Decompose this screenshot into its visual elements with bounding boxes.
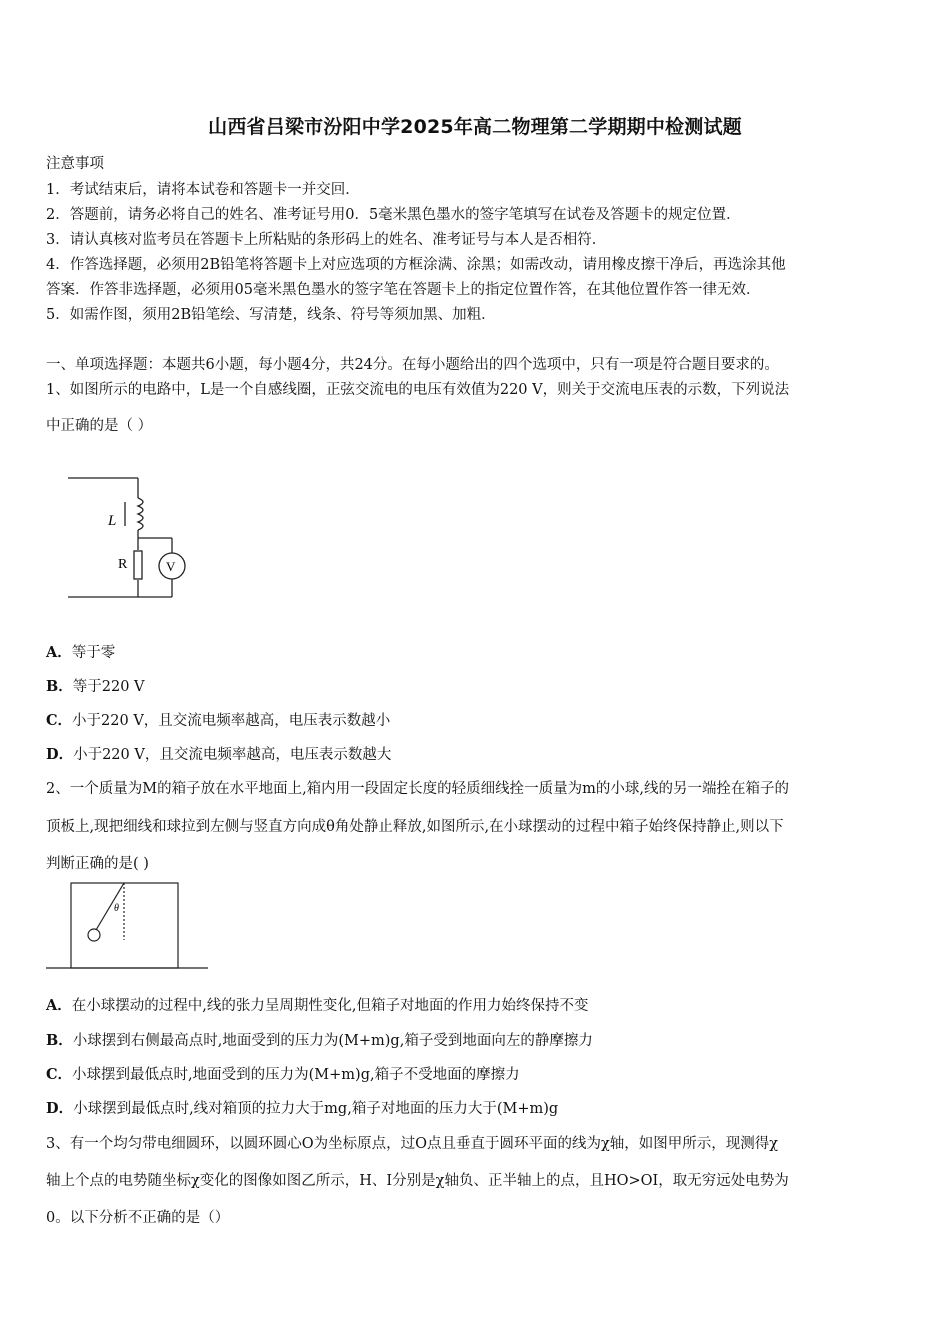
q2-option-b: B．小球摆到右侧最高点时,地面受到的压力为(M+m)g,箱子受到地面向左的静摩擦力: [46, 1032, 593, 1049]
notice-item-3: 3．请认真核对监考员在答题卡上所粘贴的条形码上的姓名、准考证号与本人是否相符．: [46, 232, 607, 248]
page-title: 山西省吕梁市汾阳中学2025年高二物理第二学期期中检测试题: [208, 116, 742, 138]
notice-item-4: 4．作答选择题，必须用2B铅笔将答题卡上对应选项的方框涂满、涂黑；如需改动，请用橡皮擦干净后，再选涂其他: [46, 257, 786, 273]
notice-heading: 注意事项: [46, 156, 104, 172]
notice-item-4-cont: 答案．作答非选择题，必须用05毫米黑色墨水的签字笔在答题卡上的指定位置作答，在其他位置作答一律无效．: [46, 282, 761, 298]
q1-option-b: B．等于220 V: [46, 678, 145, 695]
q2-stem-line1: 2、一个质量为M的箱子放在水平地面上,箱内用一段固定长度的轻质细线拴一质量为m的小球,线的另一端拴在箱子的: [46, 781, 790, 797]
q1-option-d: D．小于220 V，且交流电频率越高，电压表示数越大: [46, 746, 392, 763]
resistor-label: R: [118, 557, 128, 572]
q2-stem-line2: 顶板上,现把细线和球拉到左侧与竖直方向成θ角处静止释放,如图所示,在小球摆动的过程中箱子始终保持静止,则以下: [46, 819, 784, 835]
q1-circuit-figure: [60, 470, 200, 605]
voltmeter-label: V: [166, 559, 176, 574]
q2-option-a: A．在小球摆动的过程中,线的张力呈周期性变化,但箱子对地面的作用力始终保持不变: [46, 997, 589, 1014]
inductor-label: L: [108, 513, 117, 529]
q3-stem-line1: 3、有一个均匀带电细圆环，以圆环圆心O为坐标原点，过O点且垂直于圆环平面的线为χ轴，如图甲所示，现测得χ: [46, 1136, 779, 1152]
q2-box-figure: [44, 880, 212, 972]
notice-item-5: 5．如需作图，须用2B铅笔绘、写清楚，线条、符号等须加黑、加粗．: [46, 307, 496, 323]
section-heading: 一、单项选择题：本题共6小题，每小题4分，共24分。在每小题给出的四个选项中，只有一项是符合题目要求的。: [46, 357, 779, 373]
notice-item-2: 2．答题前，请务必将自己的姓名、准考证号用0．5毫米黑色墨水的签字笔填写在试卷及答题卡的规定位置．: [46, 207, 741, 223]
q3-stem-line2: 轴上个点的电势随坐标χ变化的图像如图乙所示，H、I分别是χ轴负、正半轴上的点，且HO>OI，取无穷远处电势为: [46, 1173, 789, 1189]
theta-label: θ: [114, 903, 119, 914]
q2-option-d: D．小球摆到最低点时,线对箱顶的拉力大于mg,箱子对地面的压力大于(M+m)g: [46, 1100, 559, 1117]
notice-item-1: 1．考试结束后，请将本试卷和答题卡一并交回．: [46, 182, 360, 198]
q1-stem-line1: 1、如图所示的电路中，L是一个自感线圈，正弦交流电的电压有效值为220 V，则关于交流电压表的示数，下列说法: [46, 382, 790, 398]
q2-option-c: C．小球摆到最低点时,地面受到的压力为(M+m)g,箱子不受地面的摩擦力: [46, 1066, 520, 1083]
q1-option-a: A．等于零: [46, 644, 116, 661]
q1-option-c: C．小于220 V，且交流电频率越高，电压表示数越小: [46, 712, 391, 729]
q1-stem-line2: 中正确的是（ ）: [46, 418, 153, 434]
q3-stem-line3: 0。以下分析不正确的是（）: [46, 1210, 230, 1226]
q2-stem-line3: 判断正确的是( ): [46, 856, 149, 872]
